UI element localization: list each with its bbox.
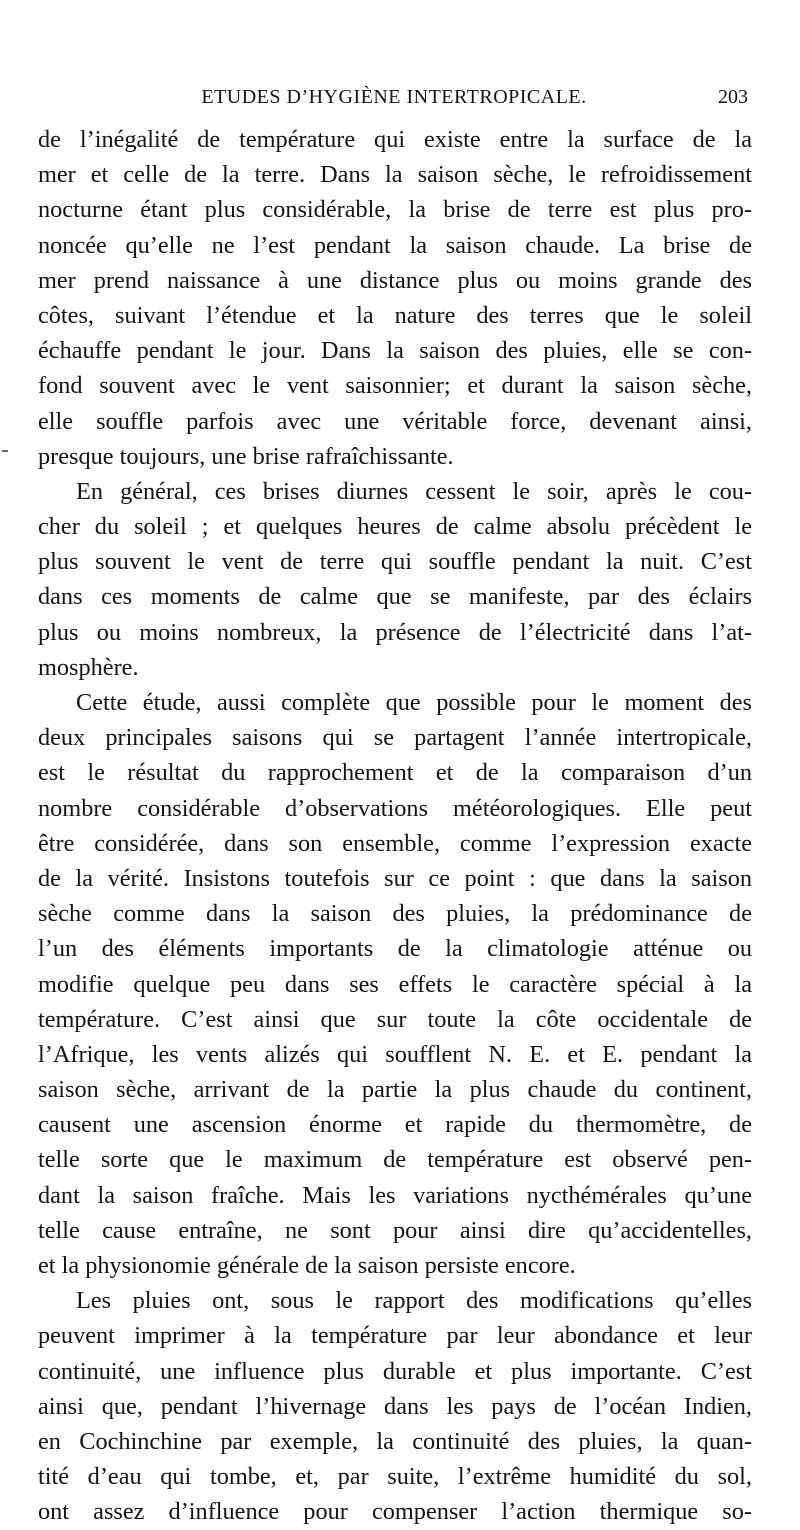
text-line: modifie quelque peu dans ses effets le caractère spécial à la <box>38 970 752 998</box>
text-line: ainsi que, pendant l’hivernage dans les pays de l’océan Indien, <box>38 1392 752 1420</box>
text-line: mer prend naissance à une distance plus ou moins grande des <box>38 266 752 294</box>
text-line: peuvent imprimer à la température par leur abondance et leur <box>38 1322 752 1350</box>
text-line: sèche comme dans la saison des pluies, la prédominance de <box>38 900 752 928</box>
paragraph-start-line: Cette étude, aussi complète que possible pour le moment des <box>76 689 752 716</box>
text-line: de la vérité. Insistons toutefois sur ce point : que dans la saison <box>38 864 752 892</box>
paragraph-end-line: presque toujours, une brise rafraîchissante. <box>38 442 454 470</box>
paragraph-start-line: En général, ces brises diurnes cessent le soir, après le cou- <box>76 477 752 505</box>
text-line: dant la saison fraîche. Mais les variations nycthémérales qu’une <box>38 1181 752 1209</box>
text-line: tité d’eau qui tombe, et, par suite, l’extrême humidité du sol, <box>38 1463 752 1491</box>
text-line: est le résultat du rapprochement et de la comparaison d’un <box>38 759 752 787</box>
running-header <box>40 86 748 116</box>
text-line: telle sorte que le maximum de température est observé pen- <box>38 1146 752 1174</box>
text-line: plus souvent le vent de terre qui souffle pendant la nuit. C’est <box>38 548 752 576</box>
paragraph-start-line: Les pluies ont, sous le rapport des modifications qu’elles <box>76 1287 752 1315</box>
text-line: plus ou moins nombreux, la présence de l’électricité dans l’at- <box>38 618 752 646</box>
margin-mark <box>2 450 8 452</box>
text-line: telle cause entraîne, ne sont pour ainsi dire qu’accidentelles, <box>38 1216 752 1244</box>
text-line: côtes, suivant l’étendue et la nature des terres que le soleil <box>38 301 752 329</box>
text-line: deux principales saisons qui se partagent l’année intertropicale, <box>38 724 752 752</box>
text-line: fond souvent avec le vent saisonnier; et durant la saison sèche, <box>38 372 752 400</box>
text-line: être considérée, dans son ensemble, comme l’expression exacte <box>38 829 752 857</box>
paragraph-end-line: mosphère. <box>38 653 139 681</box>
text-line: saison sèche, arrivant de la partie la plus chaude du continent, <box>38 1076 752 1104</box>
text-line: température. C’est ainsi que sur toute la côte occidentale de <box>38 1005 752 1033</box>
text-line: ont assez d’influence pour compenser l’action thermique so- <box>38 1498 752 1526</box>
text-line: elle souffle parfois avec une véritable force, devenant ainsi, <box>38 407 752 435</box>
text-line: nombre considérable d’observations météorologiques. Elle peut <box>38 794 752 822</box>
text-line: mer et celle de la terre. Dans la saison sèche, le refroidissement <box>38 161 752 189</box>
page-number: 203 <box>718 86 748 108</box>
text-line: en Cochinchine par exemple, la continuité des pluies, la quan- <box>38 1427 752 1455</box>
paragraph-end-line: et la physionomie générale de la saison persiste encore. <box>38 1252 576 1279</box>
text-line: dans ces moments de calme que se manifeste, par des éclairs <box>38 583 752 611</box>
body-text <box>38 122 752 1530</box>
text-line: de l’inégalité de température qui existe entre la surface de la <box>38 126 752 153</box>
text-line: noncée qu’elle ne l’est pendant la saison chaude. La brise de <box>38 231 752 259</box>
text-line: nocturne étant plus considérable, la brise de terre est plus pro- <box>38 196 752 224</box>
text-line: cher du soleil ; et quelques heures de calme absolu précèdent le <box>38 513 752 541</box>
text-line: l’un des éléments importants de la climatologie atténue ou <box>38 935 752 963</box>
text-line: continuité, une influence plus durable et plus importante. C’est <box>38 1357 752 1385</box>
text-line: échauffe pendant le jour. Dans la saison des pluies, elle se con- <box>38 337 752 365</box>
running-title: ETUDES D’HYGIÈNE INTERTROPICALE. <box>201 86 587 108</box>
text-line: causent une ascension énorme et rapide du thermomètre, de <box>38 1111 752 1139</box>
text-line: l’Afrique, les vents alizés qui soufflent N. E. et E. pendant la <box>38 1040 752 1068</box>
